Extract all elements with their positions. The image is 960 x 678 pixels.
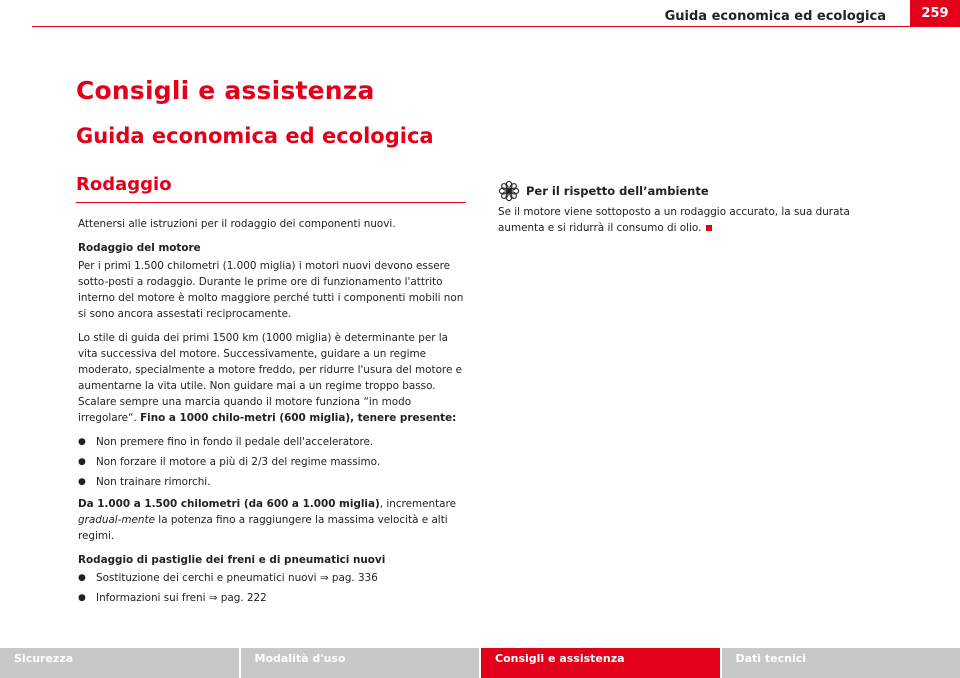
engine-heading: Rodaggio del motore — [78, 242, 201, 254]
range-text-1: , incrementare — [379, 498, 456, 510]
footer-nav — [0, 648, 960, 678]
section-title: Guida economica ed ecologica — [76, 124, 434, 148]
subsection-rule — [76, 202, 466, 203]
intro-paragraph: Attenersi alle istruzioni per il rodaggio dei componenti nuovi. — [78, 218, 396, 230]
list-item: ● Non forzare il motore a più di 2/3 del regime massimo. — [78, 454, 470, 470]
chapter-title: Consigli e assistenza — [76, 76, 375, 105]
range-bold: Da 1.000 a 1.500 chilometri (da 600 a 1.000 miglia) — [78, 498, 380, 510]
engine-paragraph-2-text: Lo stile di guida dei primi 1500 km (1000 miglia) è determinante per la vita successiva del motore. Successivamente, guidare a un regime moderato, specialmente a motore freddo, per ridurre l'usura del motore e aumentarne la vita utile. Non guidare mai a un regime troppo basso. Scalare sempre una marcia quando il motore funziona “in modo irregolare“. — [78, 332, 463, 424]
range-text-2: la potenza fino a raggiungere la massima velocità e alti regimi. — [78, 514, 448, 542]
footer-tab-dati-tecnici[interactable]: Dati tecnici — [722, 648, 960, 678]
right-column — [498, 180, 898, 236]
engine-paragraph-2-bold: Fino a 1000 chilo-metri (600 miglia), tenere presente: — [140, 412, 457, 424]
environment-note-text: Se il motore viene sottoposto a un rodaggio accurato, la sua durata aumenta e si ridurrà il consumo di olio. — [498, 206, 850, 234]
list-item[interactable]: ● Sostituzione dei cerchi e pneumatici nuovi ⇒ pag. 336 — [78, 570, 470, 586]
list-item: ● Non trainare rimorchi. — [78, 474, 470, 490]
end-mark — [706, 225, 712, 231]
page-number: 259 — [910, 0, 960, 27]
range-italic: gradual-mente — [78, 514, 155, 526]
footer-tab-modalita-uso[interactable]: Modalità d'uso — [241, 648, 482, 678]
engine-paragraph-2 — [78, 330, 470, 426]
brakes-bullet-list — [78, 570, 470, 606]
running-header-title: Guida economica ed ecologica — [664, 9, 886, 24]
list-item[interactable]: ● Informazioni sui freni ⇒ pag. 222 — [78, 590, 470, 606]
footer-tab-sicurezza[interactable]: Sicurezza — [0, 648, 241, 678]
header-rule — [32, 26, 910, 27]
list-item: ● Non premere fino in fondo il pedale dell'acceleratore. — [78, 434, 470, 450]
engine-paragraph-1: Per i primi 1.500 chilometri (1.000 miglia) i motori nuovi devono essere sotto-posti a rodaggio. Durante le prime ore di funzionamento l'attrito interno del motore è molto maggiore perché tutti i componenti mobili non si sono ancora assestati reciprocamente. — [78, 260, 464, 320]
environment-note-heading — [498, 180, 898, 202]
brakes-heading: Rodaggio di pastiglie dei freni e di pneumatici nuovi — [78, 554, 386, 566]
footer-tab-consigli-assistenza[interactable]: Consigli e assistenza — [481, 648, 722, 678]
range-paragraph — [78, 496, 470, 544]
left-column — [78, 216, 470, 612]
flower-icon — [498, 180, 520, 202]
environment-note-title: Per il rispetto dell’ambiente — [526, 184, 709, 198]
subsection-title: Rodaggio — [76, 174, 172, 195]
engine-bullet-list — [78, 434, 470, 490]
environment-note-text-block — [498, 204, 898, 236]
